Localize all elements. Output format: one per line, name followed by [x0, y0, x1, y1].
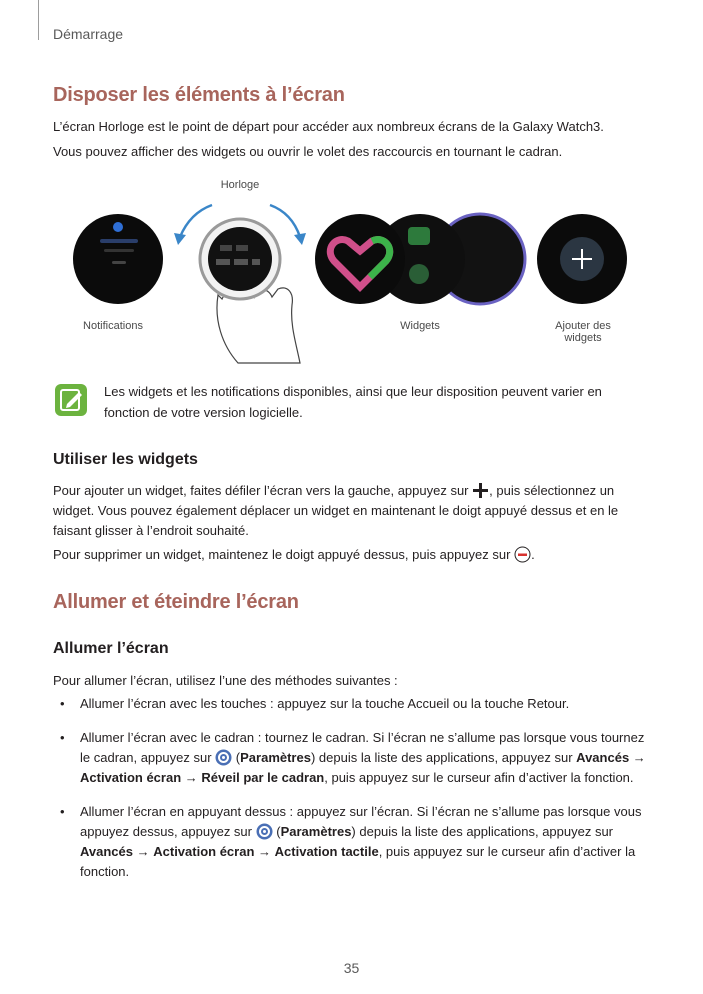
widgets-p2-text: Pour supprimer un widget, maintenez le doigt appuyé dessus, puis appuyez sur: [53, 547, 511, 562]
bullet-symbol: •: [60, 804, 65, 819]
label-add-widgets: [538, 320, 628, 344]
minus-circle-icon: [514, 546, 531, 563]
clock-watch-screen: [200, 219, 280, 299]
paren-open: (: [235, 750, 241, 765]
list-item-keys: [53, 694, 653, 714]
label-notifications: Notifications: [83, 320, 143, 332]
advanced-label: Avancés: [80, 844, 133, 859]
page-number: 35: [343, 960, 360, 976]
arrow-glyph: →: [258, 844, 272, 859]
note-icon: [55, 384, 87, 416]
bullet-bezel-text-2: ) depuis la liste des applications, appuyez sur: [310, 750, 573, 765]
screen-activation-label: Activation écran: [153, 844, 255, 859]
label-add-widgets-line2: widgets: [564, 332, 602, 344]
note-line-1: Les widgets et les notifications disponibles, ainsi que leur disposition peuvent varier en: [104, 384, 602, 399]
note-line-2: fonction de votre version logicielle.: [104, 405, 303, 420]
widgets-paragraph-2: [53, 545, 653, 565]
label-widgets: Widgets: [400, 320, 440, 332]
watch-screens-figure: [0, 175, 703, 365]
settings-label: Paramètres: [280, 824, 352, 839]
bezel-wake-label: Réveil par le cadran: [201, 770, 325, 785]
margin-rule: [38, 0, 39, 40]
paren-open: (: [276, 824, 281, 839]
widgets-p2-tail: .: [531, 547, 535, 562]
arrow-glyph: →: [632, 750, 646, 765]
left-arrow-icon: [180, 205, 212, 237]
screen-on-intro: Pour allumer l’écran, utilisez l’une des méthodes suivantes :: [53, 673, 398, 688]
bullet-touch-text: Allumer l’écran en appuyant dessus : appuyez sur l’écran. Si l’écran ne s’allume pas lorsque vous appuyez dessus, appuyez sur: [80, 804, 642, 839]
screen-on-methods-list: [53, 694, 653, 896]
bullet-touch-text-2: ) depuis la liste des applications, appuyez sur: [351, 824, 614, 839]
right-arrow-icon: [270, 205, 300, 237]
widgets-p1-line3: faisant glisser à l’endroit souhaité.: [53, 523, 249, 538]
screen-activation-label: Activation écran: [80, 770, 182, 785]
advanced-label: Avancés: [576, 750, 630, 765]
settings-gear-icon: [256, 823, 273, 840]
bullet-symbol: •: [60, 730, 65, 745]
pencil-note-icon: [55, 384, 87, 416]
widgets-p1-text: Pour ajouter un widget, faites défiler l’écran vers la gauche, appuyez sur: [53, 483, 469, 498]
intro-paragraph-1: L’écran Horloge est le point de départ pour accéder aux nombreux écrans de la Galaxy Watch3.: [53, 119, 604, 134]
widgets-watch-screens: [315, 214, 525, 304]
widgets-p1-line2: widget. Vous pouvez également déplacer un widget en maintenant le doigt appuyé dessus et en le: [53, 503, 619, 518]
arrow-glyph: →: [184, 770, 198, 785]
label-add-widgets-line1: Ajouter des: [555, 320, 611, 332]
list-item-bezel: [53, 728, 653, 788]
bullet-keys-text: Allumer l’écran avec les touches : appuyez sur la touche Accueil ou la touche Retour.: [80, 696, 570, 711]
arrow-glyph: →: [136, 844, 150, 859]
hand-icon: [217, 288, 300, 363]
bullet-bezel-text: Allumer l’écran avec le cadran : tournez le cadran. Si l’écran ne s’allume pas lorsque vous tournez le cadran, appuyez sur: [80, 730, 645, 765]
right-arrowhead-icon: [294, 233, 306, 245]
touch-activation-label: Activation tactile: [274, 844, 379, 859]
intro-paragraph-2: Vous pouvez afficher des widgets ou ouvrir le volet des raccourcis en tournant le cadran.: [53, 144, 563, 159]
section-title-screen-onoff: Allumer et éteindre l’écran: [53, 591, 299, 613]
list-item-touch: [53, 802, 653, 882]
running-header: Démarrage: [53, 26, 124, 42]
bullet-touch-text-3: , puis appuyez sur le curseur afin d’activer la fonction.: [80, 844, 636, 879]
settings-gear-icon: [215, 749, 232, 766]
add-widget-watch-screen: [537, 214, 627, 304]
subsection-title-screen-on: Allumer l’écran: [53, 640, 169, 657]
label-clock: Horloge: [220, 179, 260, 191]
widgets-paragraph-1: [53, 481, 653, 541]
note-text: [104, 381, 644, 423]
subsection-title-widgets: Utiliser les widgets: [53, 451, 198, 468]
plus-icon: [472, 482, 489, 499]
section-title-layout: Disposer les éléments à l’écran: [53, 84, 345, 106]
left-arrowhead-icon: [174, 233, 186, 245]
notifications-watch-screen: [73, 214, 163, 304]
bullet-bezel-text-3: , puis appuyez sur le curseur afin d’activer la fonction.: [324, 770, 634, 785]
settings-label: Paramètres: [240, 750, 311, 765]
widgets-p1-tail: , puis sélectionnez un: [489, 483, 615, 498]
bullet-symbol: •: [60, 696, 65, 711]
